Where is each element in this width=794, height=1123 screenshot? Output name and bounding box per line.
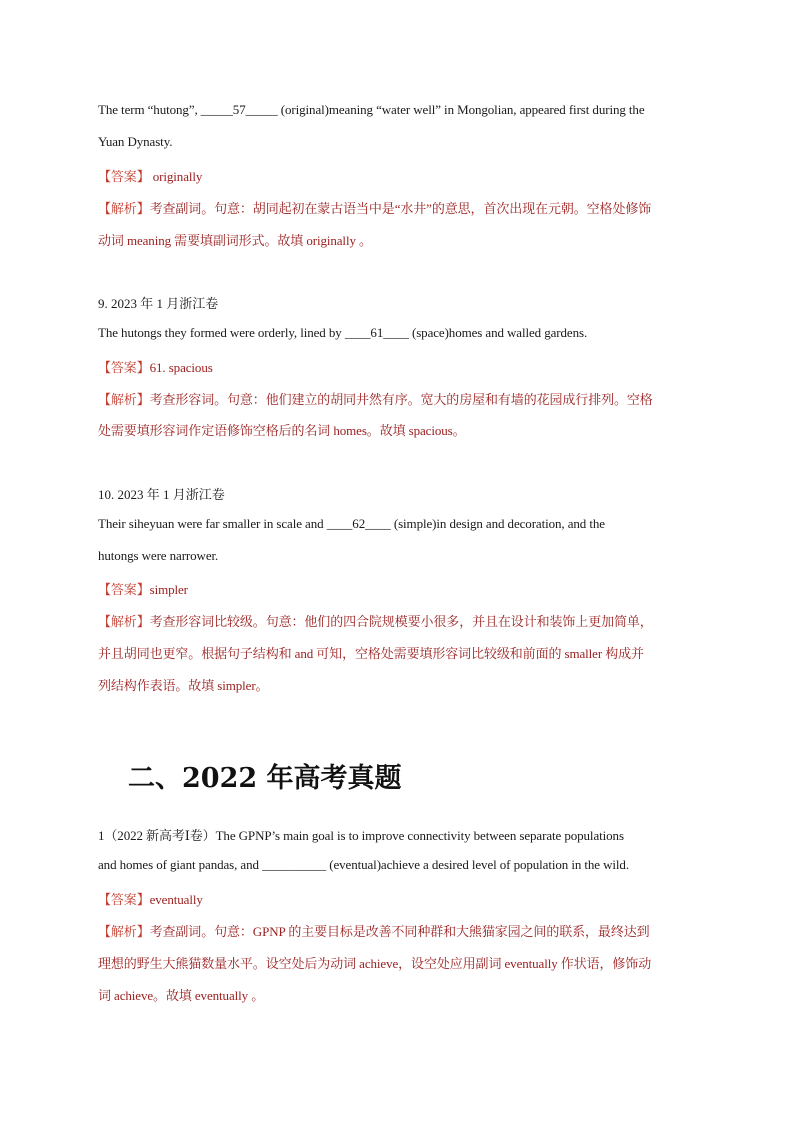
answer-tag: 【答案】 xyxy=(98,892,150,907)
q2022-1-sentence-pre: and homes of giant pandas, and xyxy=(98,857,263,872)
q8-analysis-line2: 动词 meaning 需要填副词形式。故填 originally 。 xyxy=(98,233,372,248)
answer-value: eventually xyxy=(149,892,203,907)
answer-value: simpler xyxy=(149,582,188,597)
q9-blank: ____61____ xyxy=(344,325,409,340)
q9-analysis-line1 xyxy=(98,389,653,408)
q8-sentence-pre: The term “hutong”, xyxy=(98,102,201,117)
analysis-tag: 【解析】 xyxy=(98,201,150,216)
q8-blank: _____57_____ xyxy=(200,102,278,117)
q2022-1-blank: __________ xyxy=(262,857,327,872)
answer-tag: 【答案】 xyxy=(98,360,150,375)
q2022-1-sentence-post: (eventual)achieve a desired level of population in the wild. xyxy=(326,857,629,872)
answer-value: 61. spacious xyxy=(149,360,213,375)
analysis-text: 考查副词。句意：GPNP 的主要目标是改善不同种群和大熊猫家园之间的联系，最终达到 xyxy=(149,924,650,939)
q10-analysis-line3: 列结构作表语。故填 simpler。 xyxy=(98,678,269,693)
q10-sentence-post: (simple)in design and decoration, and the xyxy=(390,516,605,531)
q10-sentence-pre: Their siheyuan were far smaller in scale and xyxy=(98,516,327,531)
section-heading: 二、2022 年高考真题 xyxy=(128,763,402,794)
q10-sentence-line1 xyxy=(98,516,605,532)
q8-answer xyxy=(98,166,202,185)
q10-analysis-line2: 并且胡同也更窄。根据句子结构和 and 可知，空格处需要填形容词比较级和前面的 smaller 构成并 xyxy=(98,646,644,661)
answer-tag: 【答案】 xyxy=(98,169,150,184)
analysis-text: 考查形容词。句意：他们建立的胡同井然有序。宽大的房屋和有墙的花园成行排列。空格 xyxy=(149,392,653,407)
analysis-tag: 【解析】 xyxy=(98,392,150,407)
analysis-text: 考查形容词比较级。句意：他们的四合院规模要小很多，并且在设计和装饰上更加简单， xyxy=(149,614,653,629)
q10-analysis-line1 xyxy=(98,611,653,630)
analysis-tag: 【解析】 xyxy=(98,924,150,939)
q2022-1-answer xyxy=(98,889,203,908)
q2022-1-analysis-line1 xyxy=(98,921,650,940)
q9-answer xyxy=(98,357,213,376)
q9-sentence-line1 xyxy=(98,325,587,341)
q9-analysis-line2: 处需要填形容词作定语修饰空格后的名词 homes。故填 spacious。 xyxy=(98,423,466,438)
q8-analysis-line1 xyxy=(98,198,651,217)
q2022-1-analysis-line2: 理想的野生大熊猫数量水平。设空处后为动词 achieve，设空处应用副词 eventually 作状语，修饰动 xyxy=(98,956,652,971)
q9-sentence-pre: The hutongs they formed were orderly, lined by xyxy=(98,325,345,340)
q9-header: 9. 2023 年 1 月浙江卷 xyxy=(98,296,219,311)
q10-blank: ____62____ xyxy=(326,516,391,531)
q9-sentence-post: (space)homes and walled gardens. xyxy=(408,325,588,340)
analysis-tag: 【解析】 xyxy=(98,614,150,629)
answer-tag: 【答案】 xyxy=(98,582,150,597)
answer-value: originally xyxy=(149,169,203,184)
analysis-text: 考查副词。句意：胡同起初在蒙古语当中是“水井”的意思，首次出现在元朝。空格处修饰 xyxy=(149,201,652,216)
q10-header: 10. 2023 年 1 月浙江卷 xyxy=(98,487,225,502)
q2022-1-sentence-line2 xyxy=(98,857,629,873)
q8-sentence-post: (original)meaning “water well” in Mongolian, appeared first during the xyxy=(277,102,645,117)
q8-sentence-line2: Yuan Dynasty. xyxy=(98,134,173,149)
q2022-1-analysis-line3: 词 achieve。故填 eventually 。 xyxy=(98,988,265,1003)
q2022-1-sentence-line1: 1（2022 新高考Ⅰ卷）The GPNP’s main goal is to improve connectivity between separate populations xyxy=(98,828,624,843)
q8-sentence-line1 xyxy=(98,102,645,118)
q10-sentence-line2: hutongs were narrower. xyxy=(98,548,219,563)
q10-answer xyxy=(98,579,188,598)
